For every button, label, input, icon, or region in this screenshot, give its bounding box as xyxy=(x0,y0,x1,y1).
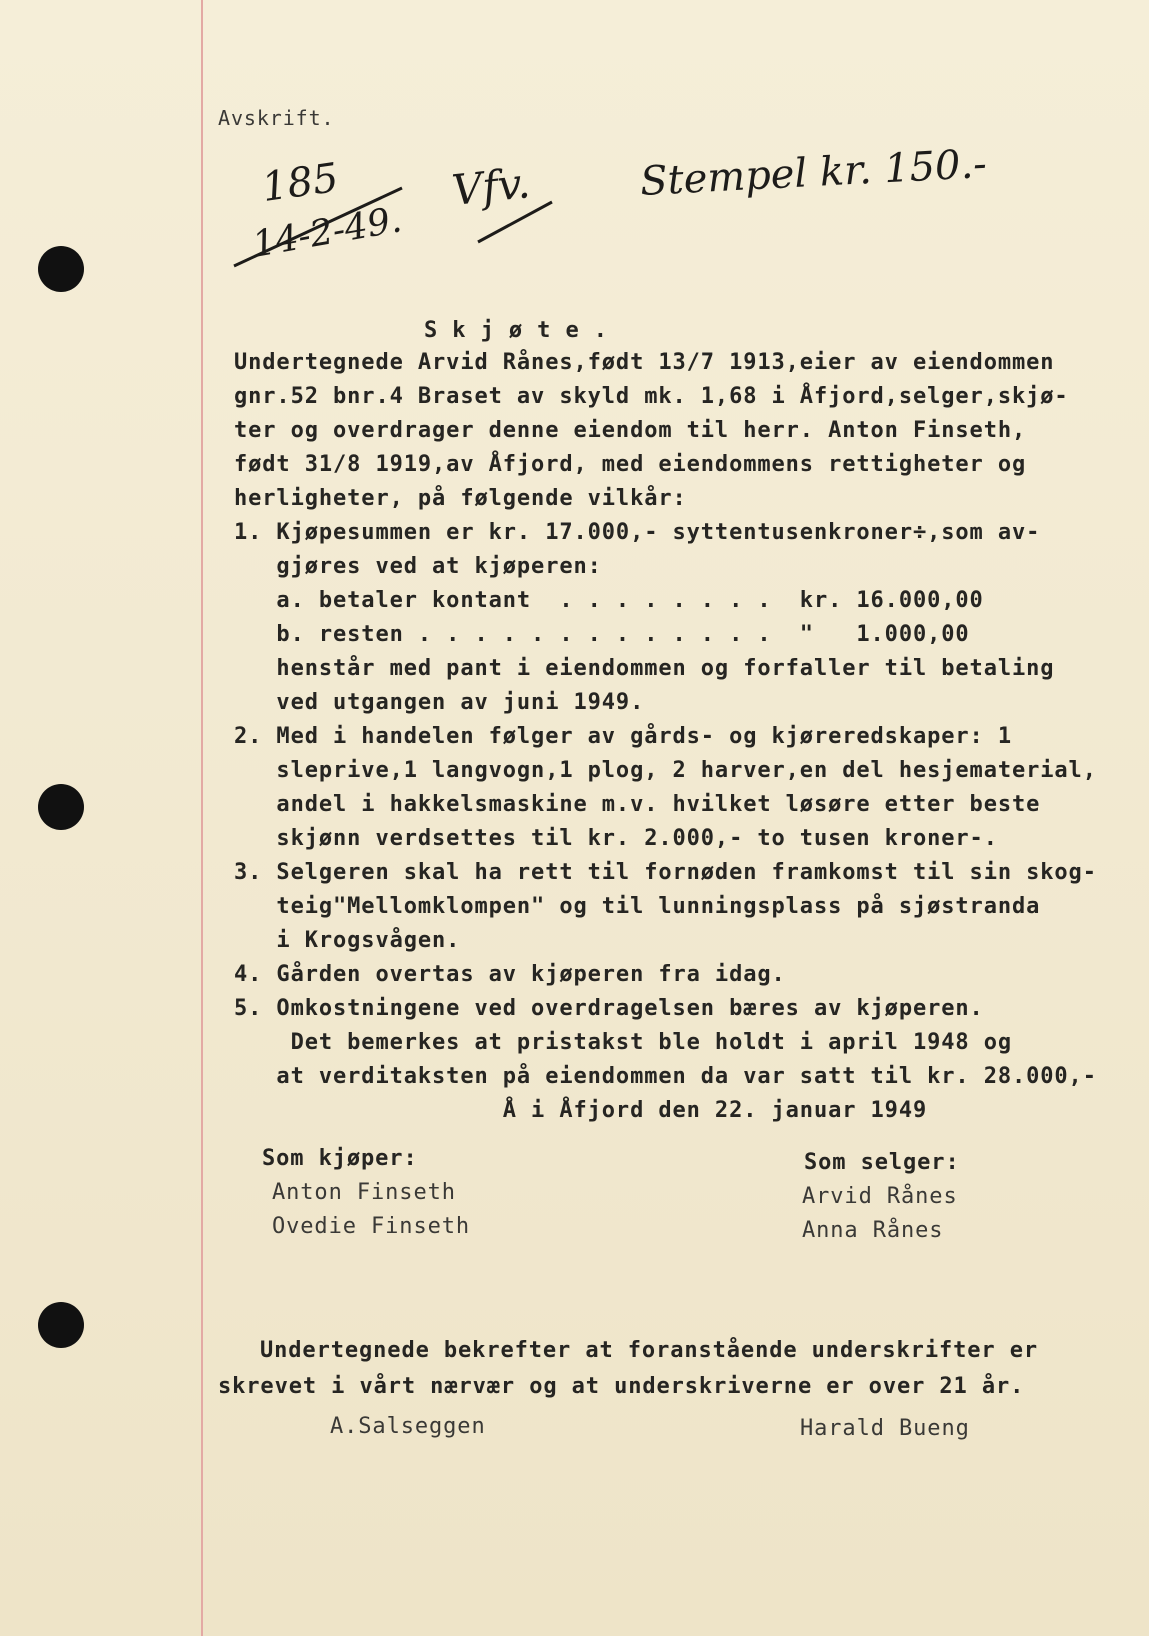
buyer-label: Som kjøper: xyxy=(262,1146,418,1171)
body-line: teig"Mellomklompen" og til lunningsplass på sjøstranda xyxy=(234,894,1041,919)
avskrift-label: Avskrift. xyxy=(218,106,335,130)
buyer-signature: Anton Finseth xyxy=(272,1180,456,1205)
body-line: 3. Selgeren skal ha rett til fornøden framkomst til sin skog- xyxy=(234,860,1097,885)
body-line: 5. Omkostningene ved overdragelsen bæres av kjøperen. xyxy=(234,996,984,1021)
body-line: a. betaler kontant . . . . . . . . kr. 16.000,00 xyxy=(234,588,984,613)
body-line: Undertegnede Arvid Rånes,født 13/7 1913,eier av eiendommen xyxy=(234,350,1055,375)
body-line: i Krogsvågen. xyxy=(234,928,461,953)
body-line: ter og overdrager denne eiendom til herr. Anton Finseth, xyxy=(234,418,1027,443)
handwritten-stamp-fee: Stempel kr. 150.- xyxy=(639,140,988,206)
body-line: Det bemerkes at pristakst ble holdt i april 1948 og xyxy=(234,1030,1012,1055)
body-line: at verditaksten på eiendommen da var satt til kr. 28.000,- xyxy=(234,1064,1097,1089)
witness-statement: Undertegnede bekrefter at foranstående underskrifter er xyxy=(260,1338,1038,1363)
body-line: 4. Gården overtas av kjøperen fra idag. xyxy=(234,962,786,987)
seller-signature: Anna Rånes xyxy=(802,1218,944,1243)
body-line: andel i hakkelsmaskine m.v. hvilket løsøre etter beste xyxy=(234,792,1041,817)
witness-signature: A.Salseggen xyxy=(330,1414,486,1439)
body-line: gjøres ved at kjøperen: xyxy=(234,554,602,579)
body-line: gnr.52 bnr.4 Braset av skyld mk. 1,68 i Åfjord,selger,skjø- xyxy=(234,384,1069,409)
body-line: b. resten . . . . . . . . . . . . . " 1.000,00 xyxy=(234,622,970,647)
body-line: ved utgangen av juni 1949. xyxy=(234,690,645,715)
witness-signature: Harald Bueng xyxy=(800,1416,970,1441)
handwritten-initials: Vfv. xyxy=(449,158,533,215)
body-line: født 31/8 1919,av Åfjord, med eiendommens rettigheter og xyxy=(234,452,1027,477)
body-line: 2. Med i handelen følger av gårds- og kjøreredskaper: 1 xyxy=(234,724,1012,749)
handwritten-date: 14-2-49. xyxy=(249,199,405,266)
document-title: S k j ø t e . xyxy=(424,318,608,343)
body-line: skjønn verdsettes til kr. 2.000,- to tusen kroner-. xyxy=(234,826,998,851)
punch-hole xyxy=(38,1302,84,1348)
body-line: sleprive,1 langvogn,1 plog, 2 harver,en del hesjematerial, xyxy=(234,758,1097,783)
body-line: henstår med pant i eiendommen og forfaller til betaling xyxy=(234,656,1055,681)
body-line: herligheter, på følgende vilkår: xyxy=(234,486,687,511)
witness-statement: skrevet i vårt nærvær og at underskriverne er over 21 år. xyxy=(218,1374,1025,1399)
place-date-line: Å i Åfjord den 22. januar 1949 xyxy=(234,1098,928,1123)
body-line: 1. Kjøpesummen er kr. 17.000,- syttentusenkroner÷,som av- xyxy=(234,520,1041,545)
buyer-signature: Ovedie Finseth xyxy=(272,1214,471,1239)
punch-hole xyxy=(38,784,84,830)
seller-signature: Arvid Rånes xyxy=(802,1184,958,1209)
seller-label: Som selger: xyxy=(804,1150,960,1175)
handwritten-number: 185 xyxy=(259,154,342,212)
